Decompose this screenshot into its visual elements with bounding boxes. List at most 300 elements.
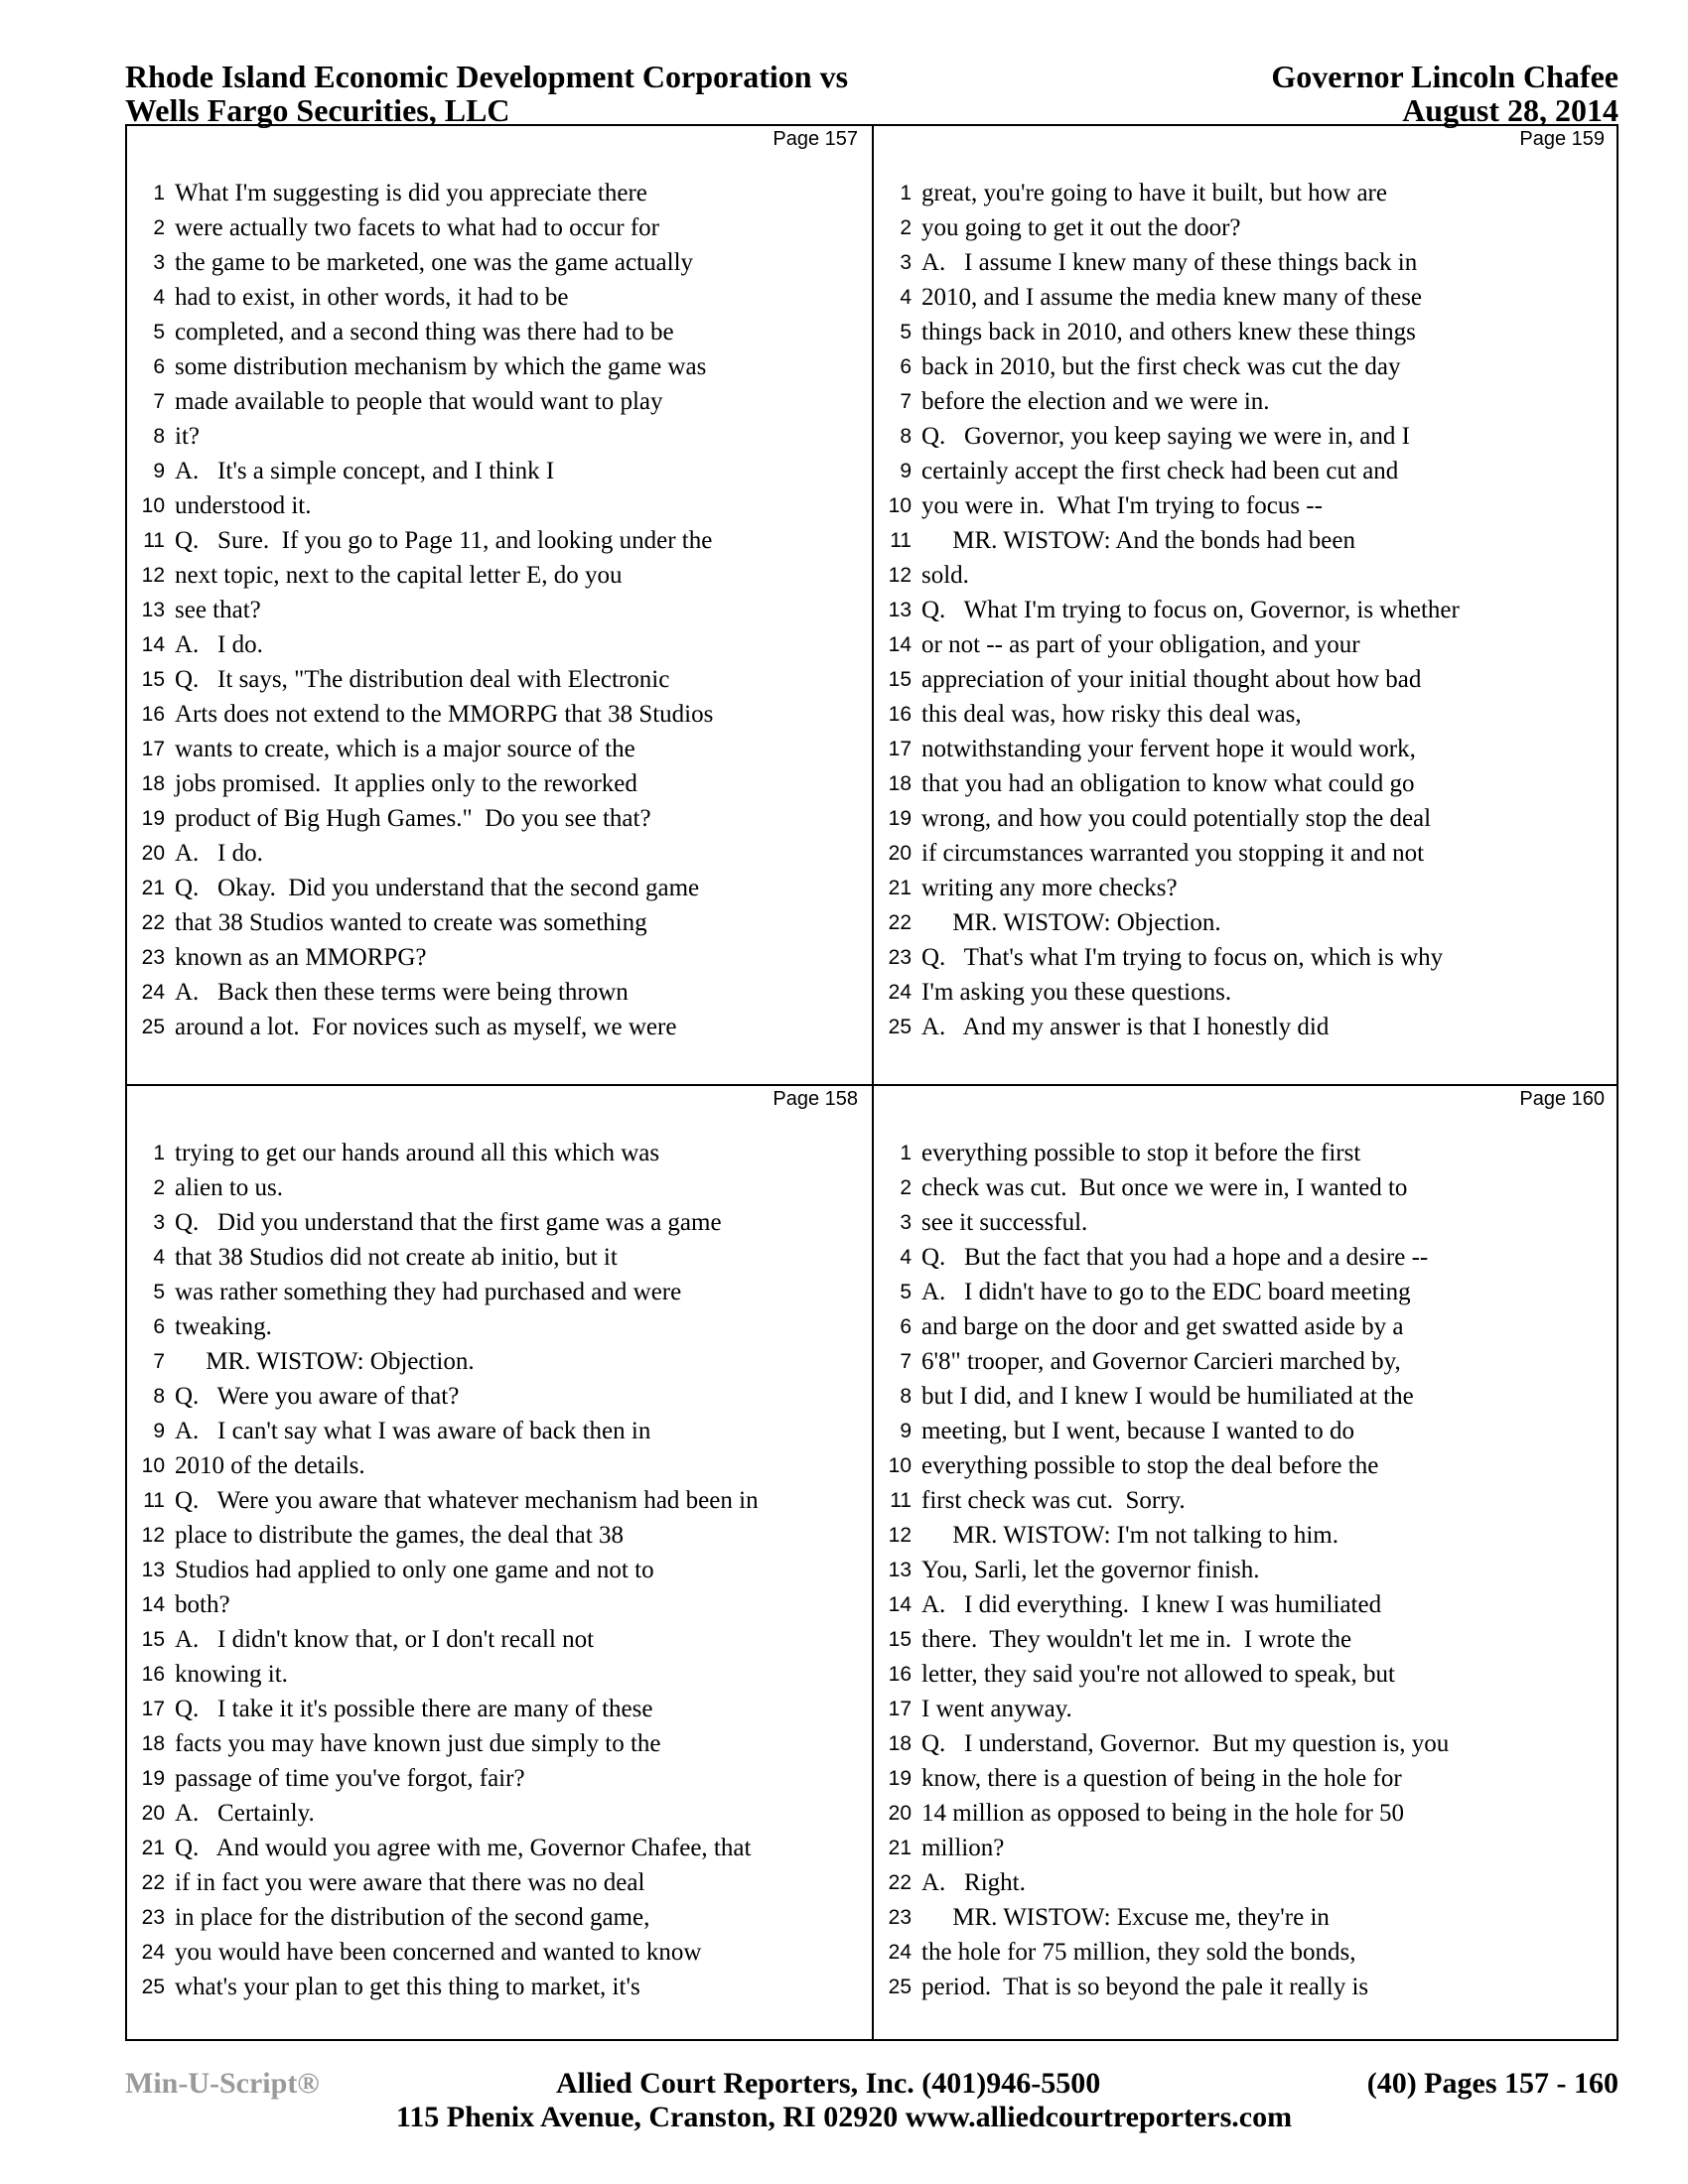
transcript-line (874, 1657, 1618, 1692)
transcript-line (874, 1726, 1618, 1761)
line-text: but I did, and I knew I would be humiliated at the (921, 1383, 1414, 1410)
transcript-line (127, 905, 872, 940)
line-number: 7 (153, 1350, 165, 1373)
line-text: what's your plan to get this thing to market, it's (175, 1974, 640, 2000)
transcript-line (127, 1657, 872, 1692)
line-text: A. Right. (921, 1869, 1026, 1896)
line-number: 14 (141, 633, 165, 656)
transcript-line (127, 454, 872, 488)
transcript-line (874, 384, 1618, 419)
line-number: 24 (141, 1941, 165, 1964)
line-number: 15 (141, 1628, 165, 1651)
line-text: around a lot. For novices such as myself, we were (175, 1014, 677, 1040)
line-number: 6 (900, 355, 912, 378)
line-number: 14 (141, 1593, 165, 1616)
transcript-line (874, 1796, 1618, 1831)
line-text: Q. Were you aware that whatever mechanism had been in (175, 1487, 759, 1514)
transcript-line (874, 280, 1618, 315)
line-text: completed, and a second thing was there had to be (175, 319, 674, 345)
transcript-line (127, 1761, 872, 1796)
line-number: 7 (900, 1350, 912, 1373)
line-text: see that? (175, 597, 261, 623)
transcript-line (874, 454, 1618, 488)
transcript-line (127, 940, 872, 975)
line-text: both? (175, 1591, 230, 1618)
transcript-line (874, 940, 1618, 975)
transcript-line (874, 871, 1618, 905)
line-text: back in 2010, but the first check was cut the day (921, 353, 1401, 380)
line-text: 6'8" trooper, and Governor Carcieri marched by, (921, 1348, 1401, 1375)
line-text: I'm asking you these questions. (921, 979, 1232, 1006)
transcript-line (874, 1414, 1618, 1448)
page-label: Page 157 (773, 128, 858, 150)
line-number: 25 (888, 1016, 912, 1038)
line-text: Q. Did you understand that the first game was a game (175, 1209, 722, 1236)
line-text: certainly accept the first check had been cut and (921, 458, 1399, 484)
line-text: there. They wouldn't let me in. I wrote the (921, 1626, 1352, 1653)
line-text: wants to create, which is a major source of the (175, 736, 635, 762)
line-number: 19 (888, 1767, 912, 1790)
line-text: you would have been concerned and wanted to know (175, 1939, 702, 1966)
line-text: meeting, but I went, because I wanted to do (921, 1418, 1354, 1444)
line-number: 24 (888, 1941, 912, 1964)
transcript-line (127, 558, 872, 593)
deponent-header (1271, 60, 1618, 127)
transcript-line (874, 1970, 1618, 2004)
line-number: 10 (888, 1454, 912, 1477)
line-text: passage of time you've forgot, fair? (175, 1765, 525, 1792)
line-number: 25 (141, 1016, 165, 1038)
transcript-line (127, 975, 872, 1010)
transcript-line (874, 697, 1618, 732)
transcript-line (127, 1136, 872, 1170)
line-list (874, 1136, 1618, 2004)
transcript-line (127, 1553, 872, 1587)
transcript-line (874, 593, 1618, 627)
transcript-line (127, 1692, 872, 1726)
line-text: that 38 Studios did not create ab initio, but it (175, 1244, 618, 1271)
transcript-line (127, 1240, 872, 1275)
transcript-line (127, 1275, 872, 1309)
transcript-line (874, 1010, 1618, 1044)
line-text: A. I didn't know that, or I don't recall not (175, 1626, 595, 1653)
line-text: I went anyway. (921, 1696, 1072, 1722)
line-list (874, 176, 1618, 1044)
transcript-line (127, 419, 872, 454)
line-number: 4 (153, 286, 165, 309)
line-number: 17 (141, 738, 165, 760)
line-number: 9 (153, 460, 165, 482)
line-text: things back in 2010, and others knew these things (921, 319, 1416, 345)
line-number: 15 (141, 668, 165, 691)
line-text: appreciation of your initial thought about how bad (921, 666, 1422, 693)
line-text: everything possible to stop the deal before the (921, 1452, 1379, 1479)
transcript-line (127, 732, 872, 766)
transcript-line (874, 1240, 1618, 1275)
line-text: the game to be marketed, one was the game actually (175, 249, 694, 276)
line-number: 8 (900, 1385, 912, 1408)
line-number: 17 (141, 1698, 165, 1720)
transcript-line (874, 1309, 1618, 1344)
transcript-line (874, 1136, 1618, 1170)
transcript-line (874, 1761, 1618, 1796)
line-text: was rather something they had purchased and were (175, 1279, 682, 1305)
transcript-line (127, 176, 872, 210)
transcript-line (874, 523, 1618, 558)
line-text: writing any more checks? (921, 875, 1178, 901)
line-number: 10 (141, 1454, 165, 1477)
line-number: 18 (888, 772, 912, 795)
line-number: 16 (141, 703, 165, 726)
line-number: 12 (141, 564, 165, 587)
transcript-line (874, 1900, 1618, 1935)
transcript-page-160 (874, 1086, 1618, 2042)
line-number: 1 (153, 1142, 165, 1164)
line-number: 2 (900, 216, 912, 239)
transcript-line (874, 1587, 1618, 1622)
line-number: 3 (900, 1211, 912, 1234)
line-text: known as an MMORPG? (175, 944, 427, 971)
transcript-line (127, 1379, 872, 1414)
line-text: A. I assume I knew many of these things back in (921, 249, 1418, 276)
line-text: 2010, and I assume the media knew many of these (921, 284, 1423, 311)
line-number: 5 (153, 321, 165, 343)
line-number: 16 (888, 703, 912, 726)
transcript-line (874, 315, 1618, 349)
line-number: 22 (888, 1871, 912, 1894)
line-number: 9 (900, 1420, 912, 1442)
line-text: Q. But the fact that you had a hope and a desire -- (921, 1244, 1429, 1271)
line-text: letter, they said you're not allowed to speak, but (921, 1661, 1395, 1688)
transcript-line (127, 871, 872, 905)
transcript-line (874, 732, 1618, 766)
line-number: 9 (153, 1420, 165, 1442)
case-caption-line2: Wells Fargo Securities, LLC (125, 92, 510, 128)
line-text: some distribution mechanism by which the game was (175, 353, 707, 380)
line-number: 2 (900, 1176, 912, 1199)
transcript-line (127, 1622, 872, 1657)
line-text: MR. WISTOW: Excuse me, they're in (921, 1904, 1330, 1931)
line-text: Studios had applied to only one game and not to (175, 1557, 654, 1583)
line-number: 11 (890, 1489, 912, 1512)
transcript-line (874, 1831, 1618, 1865)
line-text: 2010 of the details. (175, 1452, 365, 1479)
footer-address: 115 Phenix Avenue, Cranston, RI 02920 www.alliedcourtreporters.com (395, 2101, 1293, 2133)
line-text: MR. WISTOW: And the bonds had been (921, 527, 1355, 554)
line-number: 21 (141, 877, 165, 899)
line-text: jobs promised. It applies only to the reworked (175, 770, 637, 797)
line-text: and barge on the door and get swatted aside by a (921, 1313, 1404, 1340)
line-number: 8 (153, 425, 165, 448)
transcript-line (874, 210, 1618, 245)
line-number: 25 (141, 1976, 165, 1998)
transcript-line (874, 1483, 1618, 1518)
line-number: 16 (888, 1663, 912, 1686)
line-number: 23 (888, 946, 912, 969)
line-text: A. I did everything. I knew I was humiliated (921, 1591, 1382, 1618)
line-text: What I'm suggesting is did you appreciate there (175, 180, 647, 206)
deponent-name: Governor Lincoln Chafee (1271, 59, 1618, 94)
transcript-line (874, 1275, 1618, 1309)
line-number: 3 (900, 251, 912, 274)
line-number: 8 (153, 1385, 165, 1408)
transcript-line (127, 1448, 872, 1483)
transcript-line (874, 801, 1618, 836)
line-number: 14 (888, 633, 912, 656)
case-caption (125, 60, 848, 127)
line-text: you going to get it out the door? (921, 214, 1241, 241)
line-text: Q. It says, "The distribution deal with Electronic (175, 666, 670, 693)
transcript-line (874, 488, 1618, 523)
line-number: 20 (888, 1802, 912, 1825)
line-text: period. That is so beyond the pale it really is (921, 1974, 1369, 2000)
transcript-line (874, 662, 1618, 697)
transcript-line (127, 210, 872, 245)
line-number: 19 (141, 807, 165, 830)
transcript-line (127, 1483, 872, 1518)
transcript-line (874, 1865, 1618, 1900)
transcript-line (874, 1170, 1618, 1205)
footer-page-range: (40) Pages 157 - 160 (1366, 2067, 1618, 2100)
line-text: that you had an obligation to know what could go (921, 770, 1415, 797)
transcript-line (127, 662, 872, 697)
line-text: you were in. What I'm trying to focus -- (921, 492, 1323, 519)
line-text: wrong, and how you could potentially stop the deal (921, 805, 1432, 832)
line-text: that 38 Studios wanted to create was something (175, 909, 647, 936)
transcript-line (127, 593, 872, 627)
line-number: 6 (153, 355, 165, 378)
line-text: check was cut. But once we were in, I wanted to (921, 1174, 1408, 1201)
transcript-line (127, 1831, 872, 1865)
line-text: this deal was, how risky this deal was, (921, 701, 1302, 728)
line-number: 10 (141, 494, 165, 517)
transcript-line (874, 1379, 1618, 1414)
line-text: Q. Sure. If you go to Page 11, and looking under the (175, 527, 713, 554)
transcript-line (874, 905, 1618, 940)
transcript-line (127, 1518, 872, 1553)
line-number: 3 (153, 1211, 165, 1234)
line-number: 12 (888, 1524, 912, 1547)
line-text: A. Back then these terms were being thrown (175, 979, 629, 1006)
transcript-line (127, 1414, 872, 1448)
line-number: 25 (888, 1976, 912, 1998)
line-number: 5 (900, 1281, 912, 1303)
footer-reporter: Allied Court Reporters, Inc. (401)946-5500 (556, 2067, 1101, 2100)
transcript-line (127, 1587, 872, 1622)
line-text: notwithstanding your fervent hope it would work, (921, 736, 1416, 762)
line-number: 24 (888, 981, 912, 1004)
transcript-line (874, 1553, 1618, 1587)
line-text: Q. I understand, Governor. But my question is, you (921, 1730, 1450, 1757)
line-text: or not -- as part of your obligation, and your (921, 631, 1360, 658)
transcript-line (127, 1344, 872, 1379)
line-text: if in fact you were aware that there was no deal (175, 1869, 645, 1896)
line-number: 1 (900, 182, 912, 205)
case-caption-line1: Rhode Island Economic Development Corporation vs (125, 59, 849, 94)
line-text: made available to people that would want to play (175, 388, 663, 415)
line-text: product of Big Hugh Games." Do you see that? (175, 805, 651, 832)
transcript-line (874, 1935, 1618, 1970)
transcript-line (127, 245, 872, 280)
transcript-line (127, 523, 872, 558)
line-text: had to exist, in other words, it had to be (175, 284, 569, 311)
line-text: the hole for 75 million, they sold the bonds, (921, 1939, 1356, 1966)
transcript-line (127, 384, 872, 419)
line-number: 11 (143, 529, 165, 552)
line-text: first check was cut. Sorry. (921, 1487, 1186, 1514)
transcript-line (874, 1692, 1618, 1726)
transcript-line (127, 1900, 872, 1935)
line-number: 4 (900, 1246, 912, 1269)
line-text: knowing it. (175, 1661, 288, 1688)
transcript-line (127, 627, 872, 662)
transcript-line (874, 1344, 1618, 1379)
line-number: 19 (141, 1767, 165, 1790)
transcript-line (874, 1448, 1618, 1483)
line-text: A. I didn't have to go to the EDC board meeting (921, 1279, 1411, 1305)
transcript-line (874, 176, 1618, 210)
transcript-line (874, 419, 1618, 454)
line-text: see it successful. (921, 1209, 1088, 1236)
line-text: MR. WISTOW: Objection. (921, 909, 1221, 936)
transcript-line (127, 697, 872, 732)
transcript-line (874, 1622, 1618, 1657)
line-number: 12 (888, 564, 912, 587)
line-number: 2 (153, 216, 165, 239)
line-text: Q. Okay. Did you understand that the second game (175, 875, 700, 901)
transcript-page-159 (874, 126, 1618, 1082)
transcript-line (127, 1935, 872, 1970)
transcript-line (874, 766, 1618, 801)
line-text: 14 million as opposed to being in the hole for 50 (921, 1800, 1405, 1827)
line-text: Q. Governor, you keep saying we were in, and I (921, 423, 1410, 450)
line-text: Q. And would you agree with me, Governor Chafee, that (175, 1835, 752, 1861)
transcript-page-157 (127, 126, 872, 1082)
line-number: 3 (153, 251, 165, 274)
transcript-line (874, 1518, 1618, 1553)
page-label: Page 158 (773, 1088, 858, 1110)
transcript-line (127, 1205, 872, 1240)
line-number: 21 (888, 1837, 912, 1859)
page-label: Page 160 (1519, 1088, 1605, 1110)
line-number: 5 (153, 1281, 165, 1303)
transcript-line (874, 627, 1618, 662)
footer-brand: Min-U-Script® (125, 2067, 320, 2100)
line-text: A. I can't say what I was aware of back then in (175, 1418, 651, 1444)
transcript-line (874, 245, 1618, 280)
line-number: 7 (900, 390, 912, 413)
line-text: place to distribute the games, the deal that 38 (175, 1522, 624, 1549)
line-text: before the election and we were in. (921, 388, 1270, 415)
line-number: 6 (153, 1315, 165, 1338)
line-text: MR. WISTOW: Objection. (175, 1348, 475, 1375)
line-text: A. I do. (175, 840, 263, 867)
line-number: 18 (141, 1732, 165, 1755)
line-number: 16 (141, 1663, 165, 1686)
line-text: A. It's a simple concept, and I think I (175, 458, 555, 484)
transcript-line (874, 836, 1618, 871)
line-number: 18 (888, 1732, 912, 1755)
line-number: 20 (888, 842, 912, 865)
line-text: Q. Were you aware of that? (175, 1383, 460, 1410)
transcript-page-158 (127, 1086, 872, 2042)
transcript-line (874, 558, 1618, 593)
transcript-line (127, 1010, 872, 1044)
transcript-grid (125, 124, 1618, 2041)
line-number: 5 (900, 321, 912, 343)
transcript-line (874, 349, 1618, 384)
line-number: 9 (900, 460, 912, 482)
line-number: 13 (888, 599, 912, 621)
line-text: tweaking. (175, 1313, 272, 1340)
transcript-line (127, 280, 872, 315)
line-number: 21 (888, 877, 912, 899)
transcript-line (127, 1865, 872, 1900)
line-text: Q. I take it it's possible there are many of these (175, 1696, 653, 1722)
line-number: 13 (141, 1559, 165, 1581)
line-text: if circumstances warranted you stopping it and not (921, 840, 1425, 867)
line-number: 18 (141, 772, 165, 795)
line-text: facts you may have known just due simply to the (175, 1730, 661, 1757)
line-number: 4 (153, 1246, 165, 1269)
line-number: 13 (888, 1559, 912, 1581)
line-number: 1 (153, 182, 165, 205)
line-number: 12 (141, 1524, 165, 1547)
line-number: 11 (143, 1489, 165, 1512)
transcript-line (127, 1970, 872, 2004)
line-number: 11 (890, 529, 912, 552)
line-number: 24 (141, 981, 165, 1004)
line-text: MR. WISTOW: I'm not talking to him. (921, 1522, 1339, 1549)
line-number: 15 (888, 1628, 912, 1651)
transcript-line (127, 1796, 872, 1831)
line-number: 10 (888, 494, 912, 517)
line-number: 23 (888, 1906, 912, 1929)
page-label: Page 159 (1519, 128, 1605, 150)
transcript-line (127, 1170, 872, 1205)
line-number: 22 (141, 911, 165, 934)
line-number: 7 (153, 390, 165, 413)
line-number: 20 (141, 1802, 165, 1825)
line-text: it? (175, 423, 200, 450)
line-text: Q. What I'm trying to focus on, Governor, is whether (921, 597, 1460, 623)
line-text: alien to us. (175, 1174, 284, 1201)
line-text: everything possible to stop it before the first (921, 1140, 1361, 1166)
line-number: 2 (153, 1176, 165, 1199)
transcript-line (127, 1726, 872, 1761)
line-number: 21 (141, 1837, 165, 1859)
line-number: 8 (900, 425, 912, 448)
transcript-line (127, 801, 872, 836)
line-text: were actually two facets to what had to occur for (175, 214, 659, 241)
transcript-line (874, 1205, 1618, 1240)
line-text: in place for the distribution of the second game, (175, 1904, 650, 1931)
line-text: next topic, next to the capital letter E, do you (175, 562, 623, 589)
line-number: 17 (888, 738, 912, 760)
line-text: Q. That's what I'm trying to focus on, which is why (921, 944, 1444, 971)
line-number: 19 (888, 807, 912, 830)
line-number: 23 (141, 946, 165, 969)
transcript-line (127, 766, 872, 801)
line-number: 22 (888, 911, 912, 934)
line-number: 6 (900, 1315, 912, 1338)
transcript-line (127, 349, 872, 384)
line-text: million? (921, 1835, 1005, 1861)
transcript-line (127, 836, 872, 871)
transcript-line (127, 488, 872, 523)
line-number: 1 (900, 1142, 912, 1164)
line-number: 14 (888, 1593, 912, 1616)
